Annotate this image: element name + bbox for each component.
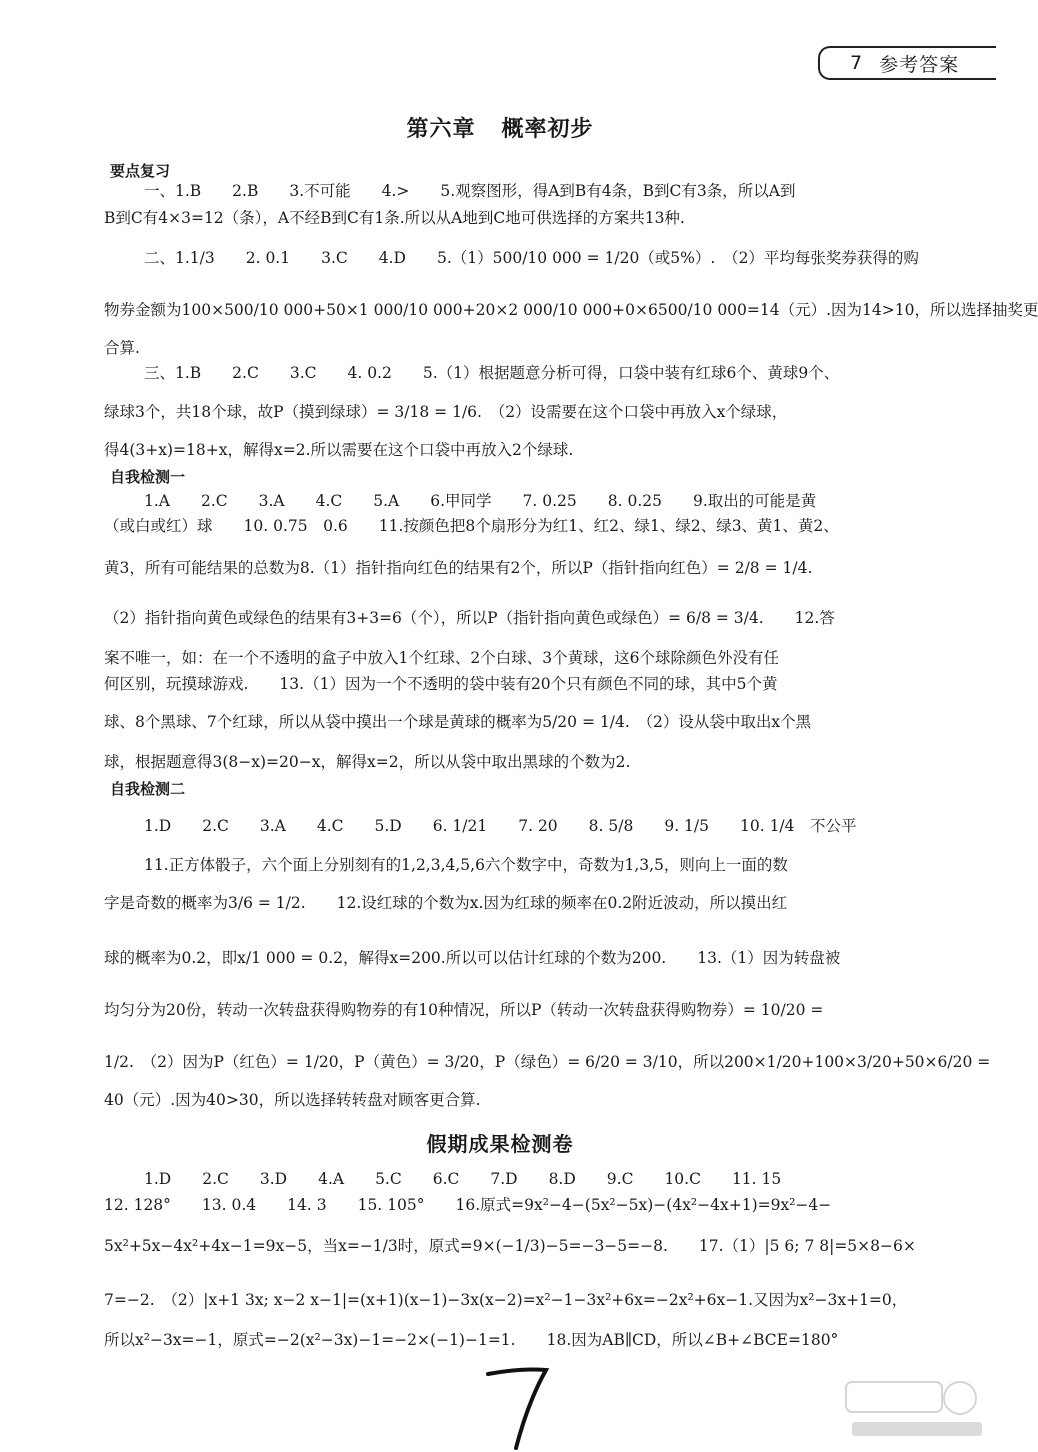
header-label: 参考答案	[879, 53, 960, 76]
watermark-logo-icon	[832, 1374, 992, 1444]
text-line: 所以x²−3x=−1，原式=−2(x²−3x)−1=−2×(−1)−1=1. 18.因为AB∥CD，所以∠B+∠BCE=180°	[104, 1331, 839, 1349]
text-line: 11.正方体骰子，六个面上分别刻有的1,2,3,4,5,6六个数字中，奇数为1,3,5，则向上一面的数	[144, 856, 788, 874]
header-tab	[818, 46, 996, 80]
section-self-test-2: 自我检测二	[110, 780, 186, 798]
text-line: 5x²+5x−4x²+4x−1=9x−5，当x=−1/3时，原式=9×(−1/3)−5=−3−5=−8. 17.（1）|5 6; 7 8|=5×8−6×	[104, 1237, 916, 1255]
page-number: 7	[850, 52, 864, 74]
text-line: 1.A 2.C 3.A 4.C 5.A 6.甲同学 7. 0.25 8. 0.25 9.取出的可能是黄	[144, 492, 817, 510]
text-line: 二、1.1/3 2. 0.1 3.C 4.D 5.（1）500/10 000 = 1/20（或5%）. （2）平均每张奖券获得的购	[144, 249, 919, 267]
chapter-title	[0, 112, 1000, 143]
text-line: 案不唯一，如：在一个不透明的盒子中放入1个红球、2个白球、3个黄球，这6个球除颜色外没有任	[104, 649, 779, 667]
text-line: 球的概率为0.2，即x/1 000 = 0.2，解得x=200.所以可以估计红球的个数为200. 13.（1）因为转盘被	[104, 949, 841, 967]
text-line: 1.D 2.C 3.A 4.C 5.D 6. 1/21 7. 20 8. 5/8 9. 1/5 10. 1/4 不公平	[144, 817, 857, 835]
text-line: 物券金额为100×500/10 000+50×1 000/10 000+20×2 000/10 000+0×6500/10 000=14（元）.因为14>10，所以选择抽奖更	[104, 301, 1038, 319]
text-line: 何区别，玩摸球游戏. 13.（1）因为一个不透明的袋中装有20个只有颜色不同的球，其中5个黄	[104, 675, 778, 693]
text-line: 合算.	[104, 339, 140, 357]
text-line: 三、1.B 2.C 3.C 4. 0.2 5.（1）根据题意分析可得，口袋中装有红球6个、黄球9个、	[144, 364, 840, 382]
text-line: 球、8个黑球、7个红球，所以从袋中摸出一个球是黄球的概率为5/20 = 1/4. （2）设从袋中取出x个黑	[104, 713, 812, 731]
chapter-name: 概率初步	[501, 117, 594, 142]
handwritten-page-number-icon	[480, 1362, 560, 1452]
text-line: 7=−2. （2）|x+1 3x; x−2 x−1|=(x+1)(x−1)−3x(x−2)=x²−1−3x²+6x=−2x²+6x−1.又因为x²−3x+1=0，	[104, 1291, 908, 1309]
chapter-number: 第六章	[406, 117, 476, 142]
section-holiday-exam: 假期成果检测卷	[426, 1132, 574, 1156]
section-review: 要点复习	[110, 162, 171, 180]
text-line: 一、1.B 2.B 3.不可能 4.> 5.观察图形，得A到B有4条，B到C有3条，所以A到	[144, 182, 796, 200]
text-line: 绿球3个，共18个球，故P（摸到绿球）= 3/18 = 1/6. （2）设需要在这个口袋中再放入x个绿球，	[104, 403, 788, 421]
text-line: 字是奇数的概率为3/6 = 1/2. 12.设红球的个数为x.因为红球的频率在0.2附近波动，所以摸出红	[104, 894, 788, 912]
text-line: （或白或红）球 10. 0.75 0.6 11.按颜色把8个扇形分为红1、红2、绿1、绿2、绿3、黄1、黄2、	[104, 517, 839, 535]
text-line: 均匀分为20份，转动一次转盘获得购物券的有10种情况，所以P（转动一次转盘获得购物券）= 10/20 =	[104, 1001, 824, 1019]
text-line: 40（元）.因为40>30，所以选择转转盘对顾客更合算.	[104, 1091, 481, 1109]
text-line: 1.D 2.C 3.D 4.A 5.C 6.C 7.D 8.D 9.C 10.C 11. 15	[144, 1170, 782, 1188]
text-line: B到C有4×3=12（条），A不经B到C有1条.所以从A地到C地可供选择的方案共13种.	[104, 209, 685, 227]
text-line: 1/2. （2）因为P（红色）= 1/20，P（黄色）= 3/20，P（绿色）= 6/20 = 3/10，所以200×1/20+100×3/20+50×6/20 =	[104, 1053, 991, 1071]
text-line: 得4(3+x)=18+x，解得x=2.所以需要在这个口袋中再放入2个绿球.	[104, 441, 574, 459]
text-line: （2）指针指向黄色或绿色的结果有3+3=6（个），所以P（指针指向黄色或绿色）= 6/8 = 3/4. 12.答	[104, 609, 835, 627]
section-self-test-1: 自我检测一	[110, 468, 186, 486]
text-line: 12. 128° 13. 0.4 14. 3 15. 105° 16.原式=9x²−4−(5x²−5x)−(4x²−4x+1)=9x²−4−	[104, 1196, 832, 1214]
text-line: 黄3，所有可能结果的总数为8.（1）指针指向红色的结果有2个，所以P（指针指向红色）= 2/8 = 1/4.	[104, 559, 813, 577]
text-line: 球，根据题意得3(8−x)=20−x，解得x=2，所以从袋中取出黑球的个数为2.	[104, 753, 631, 771]
